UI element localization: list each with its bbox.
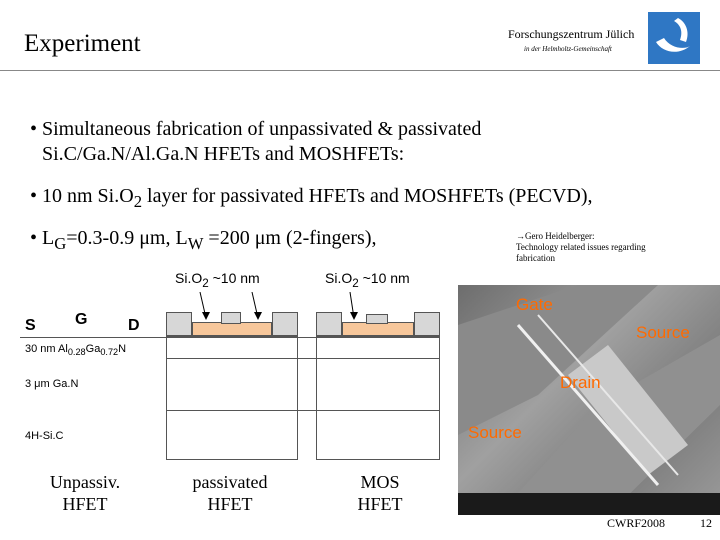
- passivated-drain-contact: [272, 312, 298, 336]
- bullet-3-sub-g: G: [54, 234, 67, 253]
- caption-passivated-line2: HFET: [207, 494, 253, 514]
- caption-unpassivated-line1: Unpassiv.: [49, 472, 121, 492]
- note-topic: Technology related issues regarding fabrication: [516, 242, 646, 263]
- algan-ga-fraction: 0.72: [100, 347, 119, 358]
- slide-title: Experiment: [24, 30, 141, 57]
- bullet-1: • Simultaneous fabrication of unpassivated & passivated: [30, 118, 482, 140]
- algan-ga-text: Ga: [85, 343, 101, 355]
- mos-drain-contact: [414, 312, 440, 336]
- passivated-gate-contact: [221, 312, 241, 324]
- sio2-label-1: [175, 270, 260, 290]
- sio2-label-1-sub: 2: [202, 276, 209, 290]
- bullet-2-subscript: 2: [133, 192, 143, 211]
- passivated-source-contact: [166, 312, 192, 336]
- bullet-2: [30, 184, 593, 214]
- bullet-2-rest: layer for passivated HFETs and MOSHFETs (PECVD),: [142, 185, 593, 207]
- sem-label-gate: Gate: [516, 295, 553, 314]
- sio2-label-1-thickness: ~10 nm: [208, 270, 260, 286]
- sem-label-source-top: Source: [636, 323, 690, 342]
- caption-mos-line1: MOS: [360, 472, 400, 492]
- bullet-1-continued: Si.C/Ga.N/Al.Ga.N HFETs and MOSHFETs:: [42, 143, 405, 165]
- sem-micrograph: [458, 285, 720, 515]
- sio2-label-2-text: Si.O: [325, 270, 353, 286]
- bullet-2-text: • 10 nm Si.O: [30, 185, 134, 207]
- institution-logo-icon: [648, 12, 700, 64]
- bullet-3-sub-w: W: [187, 234, 204, 253]
- reference-note: [516, 231, 676, 264]
- caption-passivated-line1: passivated: [192, 472, 268, 492]
- algan-al-fraction: 0.28: [67, 347, 86, 358]
- sem-label-source-bottom: Source: [468, 423, 522, 442]
- caption-mos: [325, 471, 435, 515]
- passivated-substrate-stack: [166, 336, 298, 460]
- caption-unpassivated-line2: HFET: [62, 494, 108, 514]
- mos-source-contact: [316, 312, 342, 336]
- gan-sic-interface: [166, 410, 440, 411]
- mos-sio2-layer: [342, 322, 414, 336]
- algan-layer-label: [25, 343, 126, 357]
- gate-contact-label: G: [75, 311, 88, 328]
- arrow-icon: →: [516, 231, 525, 241]
- passivated-sio2-layer: [192, 322, 272, 336]
- bullet-3-rest: =200 μm (2-fingers),: [203, 227, 377, 249]
- note-author: Gero Heidelberger:: [525, 231, 595, 241]
- mos-substrate-stack: [316, 336, 440, 460]
- sio2-label-2-sub: 2: [352, 276, 359, 290]
- algan-n-text: N: [118, 343, 127, 355]
- sem-label-drain: Drain: [560, 373, 601, 392]
- bullet-3-mid: =0.3-0.9 μm, L: [66, 227, 188, 249]
- page-number: 12: [700, 516, 712, 530]
- institution-subtitle: in der Helmholtz-Gemeinschaft: [524, 45, 612, 53]
- institution-name: Forschungszentrum Jülich: [508, 27, 635, 41]
- gan-layer-label: 3 μm Ga.N: [25, 378, 79, 390]
- bullet-3-text: • L: [30, 227, 55, 249]
- sio2-label-1-text: Si.O: [175, 270, 203, 286]
- mos-gate-contact: [366, 314, 388, 324]
- sio2-label-2: [325, 270, 410, 290]
- drain-contact-label: D: [128, 317, 140, 334]
- sic-layer-label: 4H-Si.C: [25, 430, 64, 442]
- algan-gan-interface: [166, 358, 440, 359]
- caption-passivated: [170, 471, 290, 515]
- caption-unpassivated: [30, 471, 140, 515]
- header-rule: [0, 70, 720, 71]
- sio2-label-2-thickness: ~10 nm: [358, 270, 410, 286]
- algan-label-text: 30 nm Al: [25, 343, 68, 355]
- sem-structure-shapes: [458, 285, 720, 515]
- source-contact-label: S: [25, 317, 36, 334]
- bullet-3: [30, 226, 377, 256]
- footer-conference: CWRF2008: [607, 516, 666, 530]
- caption-mos-line2: HFET: [357, 494, 403, 514]
